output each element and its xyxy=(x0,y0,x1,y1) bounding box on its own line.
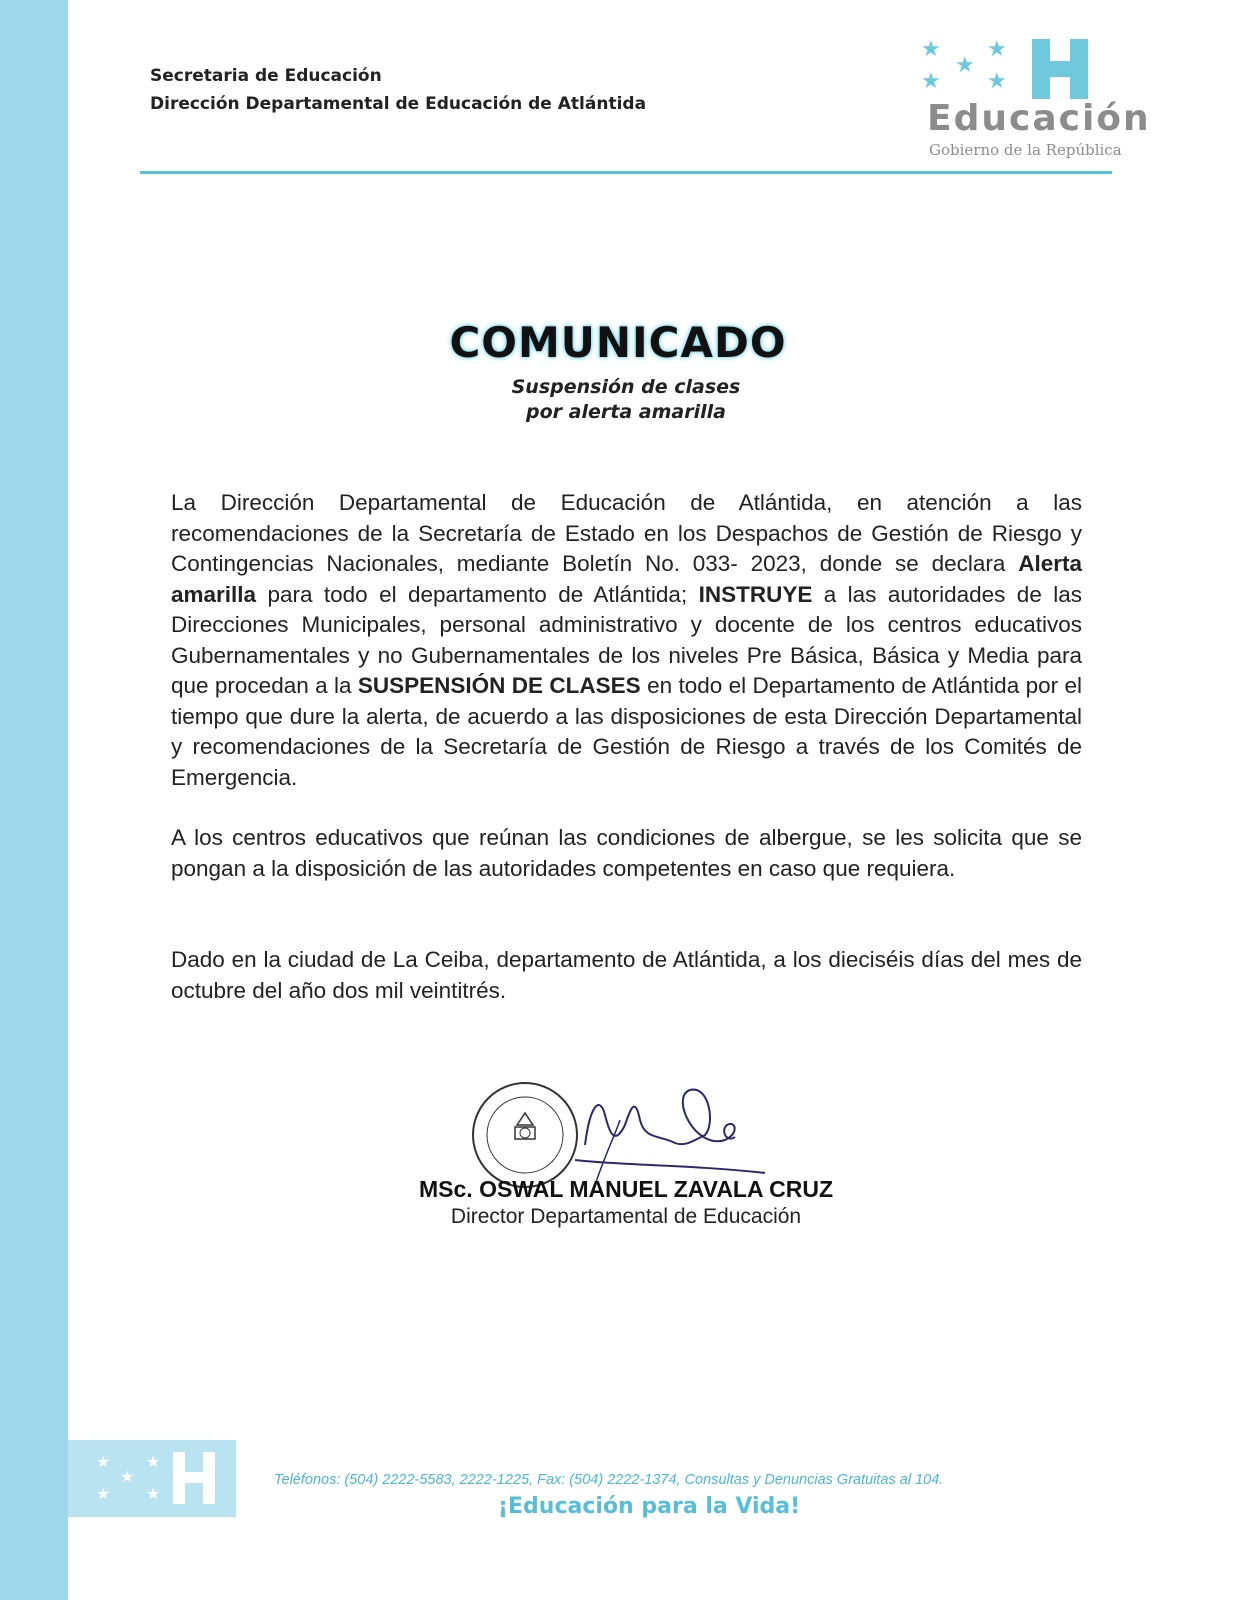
side-color-band xyxy=(0,0,68,1600)
logo-name: Educación xyxy=(927,98,1151,139)
p1-bold-instruye: INSTRUYE xyxy=(698,581,813,607)
header-divider xyxy=(140,171,1112,174)
header-line-1: Secretaria de Educación xyxy=(150,66,382,86)
p1-bold-suspension: SUSPENSIÓN DE CLASES xyxy=(357,673,641,698)
star-icon: ★ xyxy=(146,1452,161,1471)
star-icon: ★ xyxy=(96,1484,111,1503)
signer-name: MSc. OSWAL MANUEL ZAVALA CRUZ xyxy=(419,1176,833,1202)
education-logo xyxy=(921,36,1165,166)
paragraph-instruction xyxy=(171,488,1082,793)
p1-bold-alert: Alerta amarilla xyxy=(171,551,1082,607)
document-subtitle xyxy=(0,375,1236,425)
header-line-2: Dirección Departamental de Educación de Atlántida xyxy=(150,94,647,114)
header-organization xyxy=(150,62,646,118)
paragraph-date: Dado en la ciudad de La Ceiba, departamento de Atlántida, a los dieciséis días del mes de octubre del año dos mil veintitrés. xyxy=(171,947,1082,1003)
paragraph-shelters: A los centros educativos que reúnan las condiciones de albergue, se les solicita que se pongan a la disposición de las autoridades competentes en caso que requiera. xyxy=(171,825,1082,881)
stars-icon: ★ ★ ★ ★ ★ xyxy=(921,37,1007,94)
footer-motto: ¡Educación para la Vida! xyxy=(498,1494,801,1519)
p1-text-c: para todo el departamento de Atlántida; xyxy=(256,581,699,607)
h-letter-icon xyxy=(1032,39,1088,101)
p1-text-e: a las autoridades de las Direcciones Municipales, personal administrativo y docente de los centros educativos Gubernamentales y no Gubernamentales de los niveles Pre Básica, Básica y Media para que procedan a la xyxy=(171,581,1082,698)
star-icon: ★ xyxy=(146,1484,161,1503)
subtitle-line-2: por alerta amarilla xyxy=(526,401,726,423)
star-icon: ★ xyxy=(120,1467,135,1486)
footer-contact-info: Teléfonos: (504) 2222-5583, 2222-1225, Fax: (504) 2222-1374, Consultas y Denuncias Gratuitas al 104. xyxy=(274,1472,944,1488)
subtitle-line-1: Suspensión de clases xyxy=(511,376,741,398)
document-title: COMUNICADO xyxy=(449,318,787,367)
logo-tagline: Gobierno de la República xyxy=(929,141,1122,159)
signer-role: Director Departamental de Educación xyxy=(450,1205,802,1228)
star-icon: ★ xyxy=(96,1452,111,1471)
footer-logo xyxy=(68,1440,236,1517)
p1-text-a: La Dirección Departamental de Educación de Atlántida, en atención a las recomendaciones de la Secretaría de Estado en los Despachos de Gestión de Riesgo y Contingencias Nacionales, mediante Boletín No. 033- 2023, donde se declara xyxy=(171,490,1082,576)
p1-text-g: en todo el Departamento de Atlántida por el tiempo que dure la alerta, de acuerdo a las disposiciones de esta Dirección Departamental y recomendaciones de la Secretaría de Gestión de Riesgo a través de los Comités de Emergencia. xyxy=(171,673,1082,790)
